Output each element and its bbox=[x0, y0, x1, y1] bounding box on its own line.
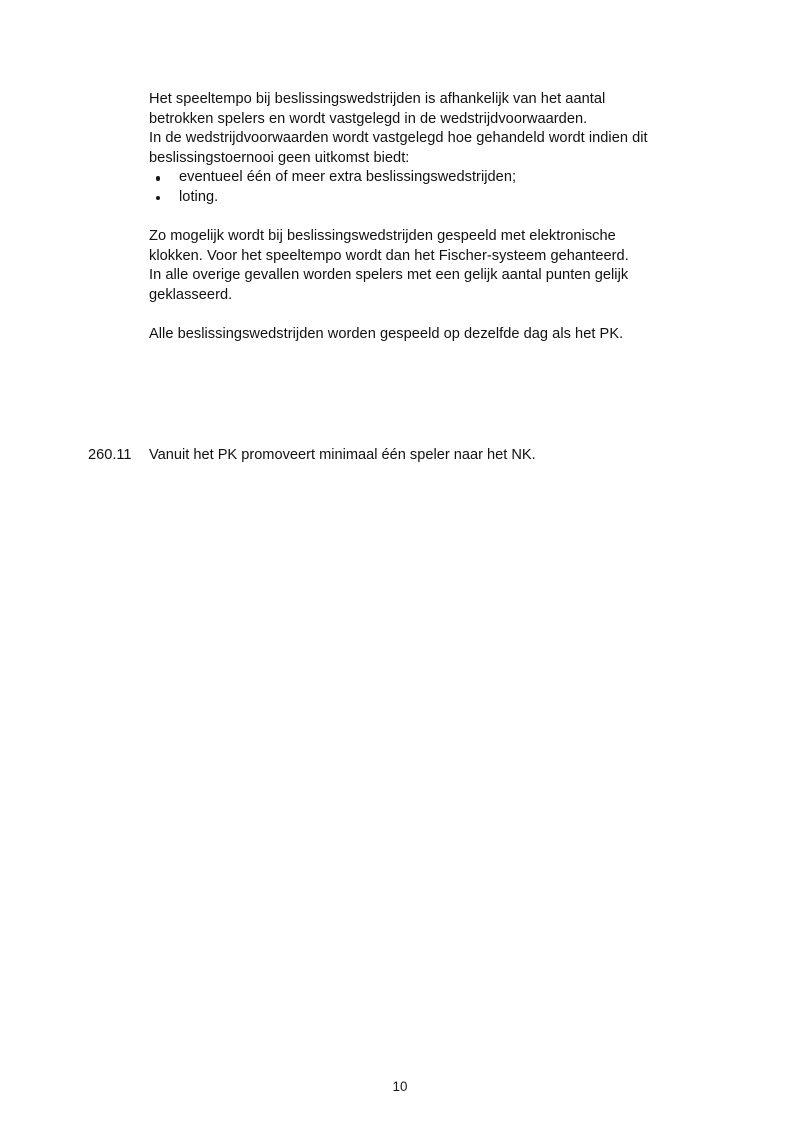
page-content bbox=[0, 90, 800, 463]
clause-text: Vanuit het PK promoveert minimaal één speler naar het NK. bbox=[149, 447, 536, 463]
paragraph-line: geklasseerd. bbox=[149, 286, 233, 303]
paragraph-elektronische-klokken bbox=[149, 227, 701, 305]
numbered-clause bbox=[88, 446, 768, 466]
bullet-dot-icon bbox=[156, 196, 160, 200]
bullet-list bbox=[149, 168, 701, 207]
paragraph-line: klokken. Voor het speeltempo wordt dan het Fischer-systeem gehanteerd. bbox=[149, 247, 629, 264]
clause-number: 260.11 bbox=[88, 447, 132, 463]
body-text-block bbox=[149, 90, 701, 345]
bullet-dot-icon bbox=[156, 176, 160, 180]
list-item bbox=[155, 188, 701, 208]
paragraph-line: Zo mogelijk wordt bij beslissingswedstrijden gespeeld met elektronische bbox=[149, 228, 616, 245]
page-number: 10 bbox=[392, 1079, 408, 1094]
paragraph-line: beslissingstoernooi geen uitkomst biedt: bbox=[149, 149, 410, 166]
paragraph-line: In de wedstrijdvoorwaarden wordt vastgelegd hoe gehandeld wordt indien dit bbox=[149, 130, 648, 147]
list-item-label: loting. bbox=[179, 188, 219, 205]
list-item-label: eventueel één of meer extra beslissingswedstrijden; bbox=[179, 169, 517, 186]
paragraph-line: Alle beslissingswedstrijden worden gespeeld op dezelfde dag als het PK. bbox=[149, 326, 624, 343]
paragraph-line: betrokken spelers en wordt vastgelegd in de wedstrijdvoorwaarden. bbox=[149, 110, 588, 127]
paragraph-zelfde-dag bbox=[149, 325, 701, 345]
paragraph-spacer bbox=[149, 208, 701, 228]
paragraph-line: In alle overige gevallen worden spelers met een gelijk aantal punten gelijk bbox=[149, 267, 629, 284]
paragraph-speeltempo bbox=[149, 90, 701, 168]
paragraph-spacer bbox=[149, 306, 701, 326]
paragraph-line: Het speeltempo bij beslissingswedstrijden is afhankelijk van het aantal bbox=[149, 91, 606, 107]
list-item bbox=[155, 168, 701, 188]
